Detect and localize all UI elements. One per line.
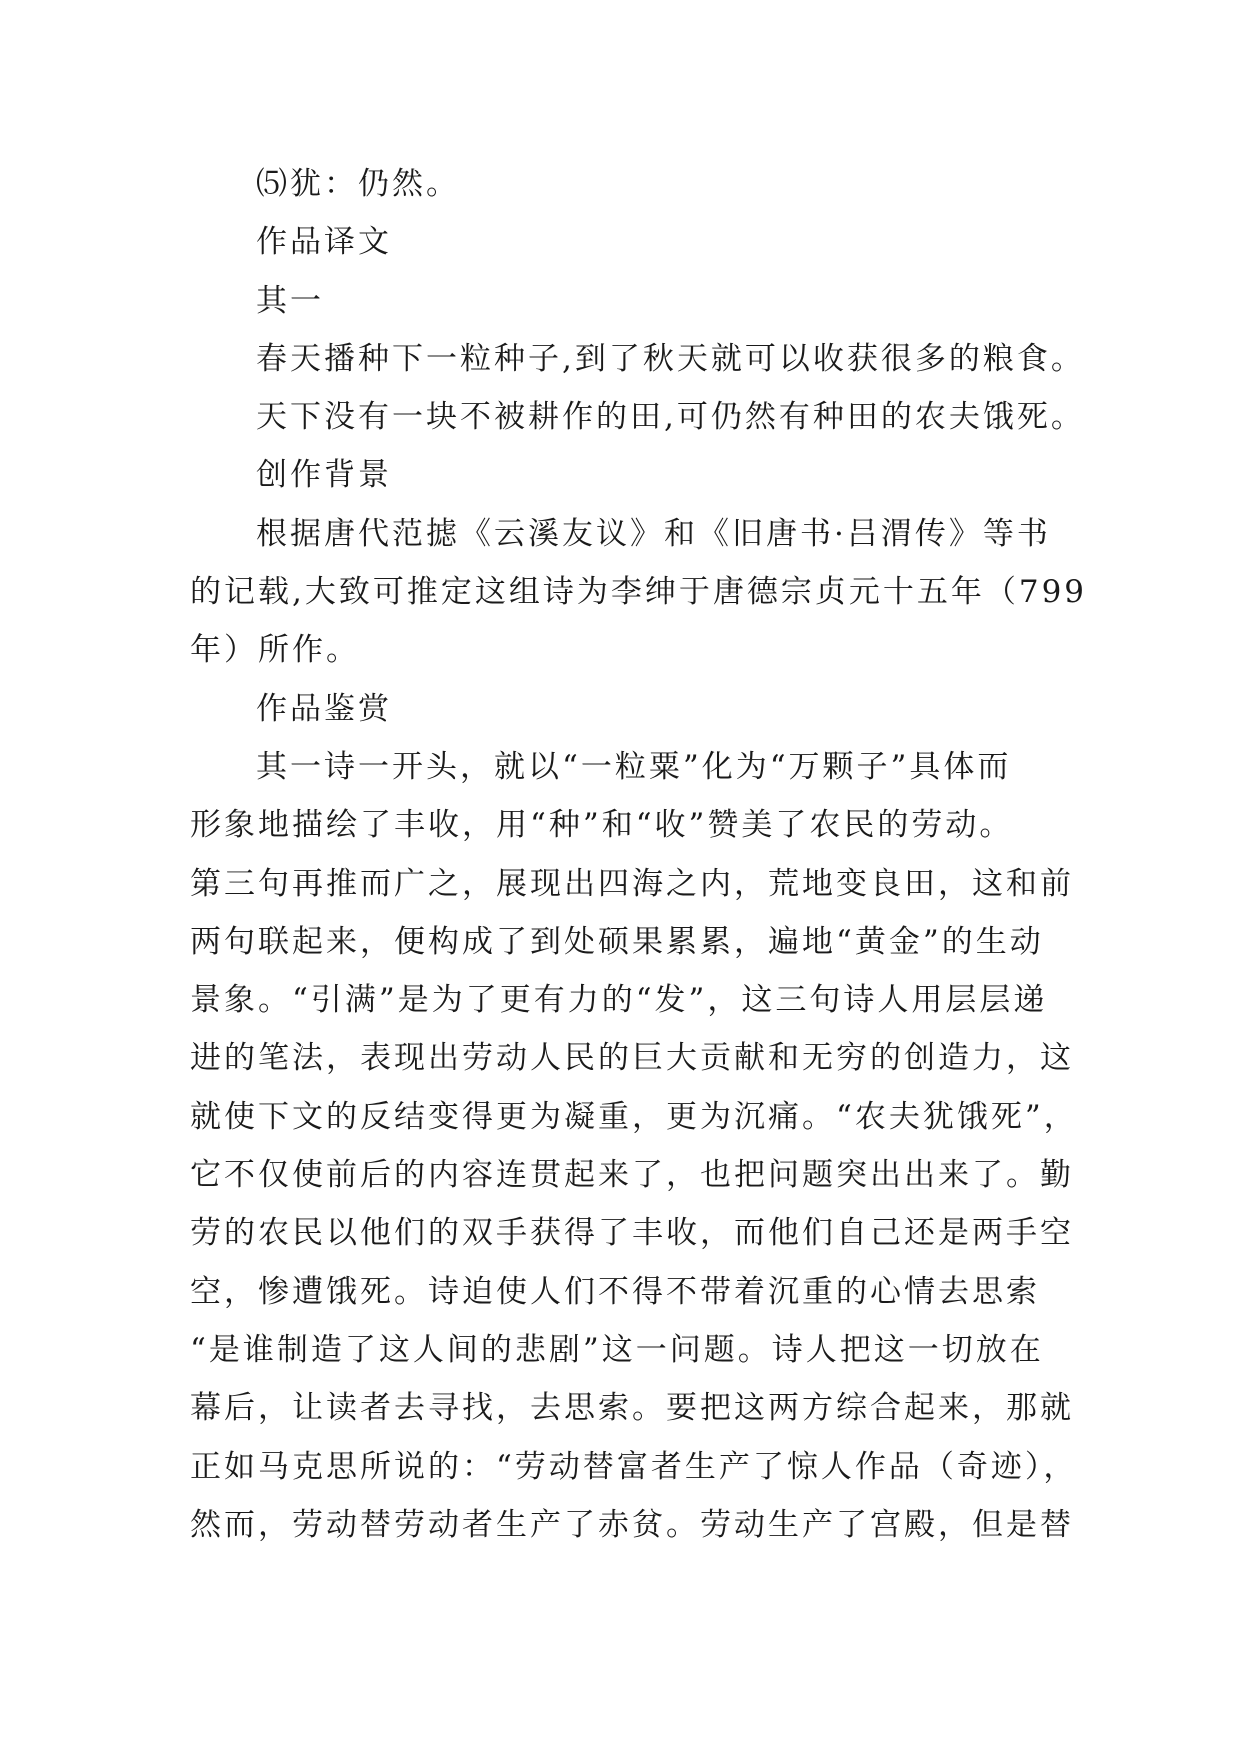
paragraph-line: 根据唐代范摅《云溪友议》和《旧唐书·吕渭传》等书 xyxy=(256,515,1051,552)
paragraph-line: 的记载,大致可推定这组诗为李绅于唐德宗贞元十五年（799 xyxy=(190,574,1088,611)
paragraph-line: 幕后，让读者去寻找，去思索。要把这两方综合起来，那就 xyxy=(190,1390,1074,1427)
translation-line: 春天播种下一粒种子,到了秋天就可以收获很多的粮食。 xyxy=(256,340,1085,377)
paragraph-line: 空，惨遭饿死。诗迫使人们不得不带着沉重的心情去思索 xyxy=(190,1273,1040,1310)
paragraph-line: 正如马克思所说的：“劳动替富者生产了惊人作品（奇迹）， xyxy=(190,1448,1078,1485)
subheading-poem-one: 其一 xyxy=(256,282,324,319)
paragraph-line: 年）所作。 xyxy=(190,632,360,669)
paragraph-line: 进的笔法，表现出劳动人民的巨大贡献和无穷的创造力，这 xyxy=(190,1040,1074,1077)
section-heading-translation: 作品译文 xyxy=(256,224,392,261)
paragraph-line: 劳的农民以他们的双手获得了丰收，而他们自己还是两手空 xyxy=(190,1215,1074,1252)
translation-line: 天下没有一块不被耕作的田,可仍然有种田的农夫饿死。 xyxy=(256,399,1085,436)
paragraph-line: 它不仅使前后的内容连贯起来了，也把问题突出出来了。勤 xyxy=(190,1157,1074,1194)
paragraph-line: 形象地描绘了丰收，用“种”和“收”赞美了农民的劳动。 xyxy=(190,807,1014,844)
paragraph-line: 第三句再推而广之，展现出四海之内，荒地变良田，这和前 xyxy=(190,865,1074,902)
paragraph-line: 景象。“引满”是为了更有力的“发”，这三句诗人用层层递 xyxy=(190,982,1048,1019)
paragraph-line: 两句联起来，便构成了到处硕果累累，遍地“黄金”的生动 xyxy=(190,923,1044,960)
section-heading-appreciation: 作品鉴赏 xyxy=(256,690,392,727)
paragraph-line: 其一诗一开头，就以“一粒粟”化为“万颗子”具体而 xyxy=(256,748,1012,785)
section-heading-background: 创作背景 xyxy=(256,457,392,494)
paragraph-line: 然而，劳动替劳动者生产了赤贫。劳动生产了宫殿，但是替 xyxy=(190,1506,1074,1543)
document-body xyxy=(190,155,1088,1554)
paragraph-line: 就使下文的反结变得更为凝重，更为沉痛。“农夫犹饿死”， xyxy=(190,1098,1078,1135)
note-line: ⑸犹：仍然。 xyxy=(256,166,460,202)
paragraph-line: “是谁制造了这人间的悲剧”这一问题。诗人把这一切放在 xyxy=(190,1331,1044,1368)
